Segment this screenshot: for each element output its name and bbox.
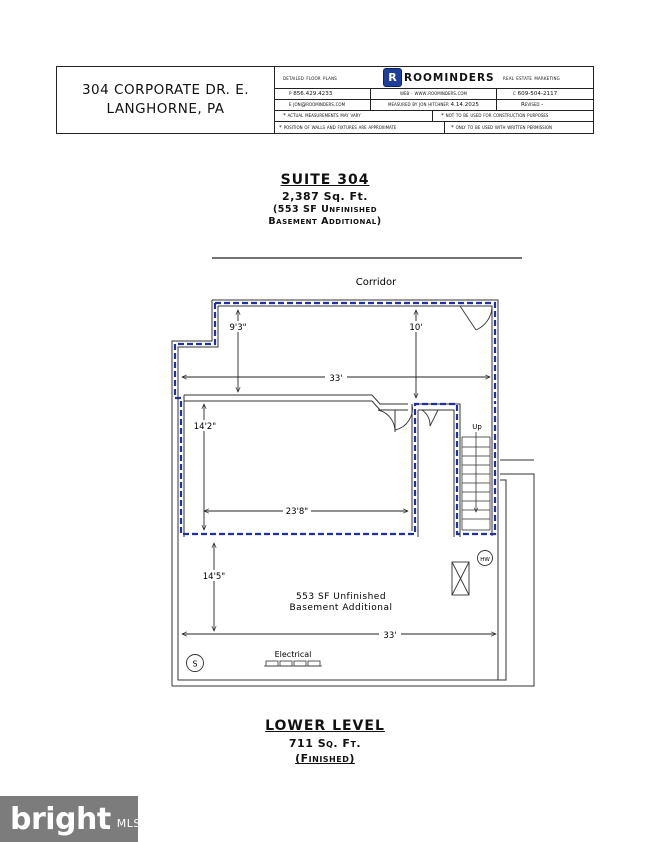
corridor-label: Corridor xyxy=(355,277,397,288)
sump-pump-label: S xyxy=(192,659,198,669)
note-actual-measurements: * actual measurements may vary xyxy=(275,111,433,121)
dimension-label-23-8 xyxy=(283,506,311,517)
dimension-label-9-3 xyxy=(226,321,250,333)
svg-text:33': 33' xyxy=(329,374,343,384)
water-heater-label: HW xyxy=(480,557,490,563)
finished-area-walls xyxy=(172,300,498,686)
detailed-floor-plans-label: detailed floor plans xyxy=(283,73,338,82)
watermark-mls: MLS xyxy=(116,816,141,830)
revised: Revised - xyxy=(521,102,544,108)
unfinished-area-label-2: Basement Additional xyxy=(289,603,393,613)
stair-up-label: Up xyxy=(472,423,482,431)
svg-text:23'8": 23'8" xyxy=(285,507,309,517)
suite-unfinished-line-1: (553 SF Unfinished xyxy=(272,204,378,215)
real-estate-marketing-label: real estate marketing xyxy=(503,73,560,82)
cell-number: c 609-504-2117 xyxy=(513,91,558,97)
dimension-lines xyxy=(182,310,496,634)
suite-title: SUITE 304 xyxy=(280,172,370,188)
sump-pump xyxy=(187,655,204,672)
finished-area-boundary xyxy=(175,303,495,534)
utility-box xyxy=(452,562,469,595)
electrical-label: Electrical xyxy=(274,650,312,659)
brand-name: ROOMINDERS xyxy=(404,71,495,84)
note-written-permission: * only to be used with written permission xyxy=(451,124,553,131)
email: e jon@roominders.com xyxy=(275,100,371,110)
dimension-label-33-bottom xyxy=(379,629,401,641)
water-heater xyxy=(478,551,493,566)
svg-text:14'5": 14'5" xyxy=(202,572,226,582)
note-walls-approximate: * position of walls and fixtures are approximate xyxy=(275,122,445,133)
dimension-label-33-top xyxy=(325,372,347,384)
dimension-label-14-2 xyxy=(192,420,218,432)
dimension-label-14-5 xyxy=(200,570,228,582)
svg-text:33': 33' xyxy=(383,631,397,641)
lower-level-finished: (Finished) xyxy=(295,752,355,765)
svg-text:10': 10' xyxy=(409,323,423,333)
electrical-panels xyxy=(264,661,322,666)
lower-level-title: LOWER LEVEL xyxy=(265,718,385,734)
note-not-for-construction: * not to be used for construction purposes xyxy=(441,113,549,119)
suite-unfinished-line-2: Basement Additional) xyxy=(268,216,382,227)
address-line-2: LANGHORNE, PA xyxy=(106,101,225,117)
suite-square-footage: 2,387 Sq. Ft. xyxy=(282,190,368,203)
unfinished-area-label-1: 553 SF Unfinished xyxy=(295,592,387,602)
dimension-label-10 xyxy=(406,321,426,333)
svg-text:9'3": 9'3" xyxy=(229,323,247,333)
logo-icon: R xyxy=(383,68,402,87)
bright-mls-watermark xyxy=(0,796,141,842)
door-swings xyxy=(378,306,492,432)
lower-level-square-footage: 711 Sq. Ft. xyxy=(288,737,362,750)
watermark-brand: bright xyxy=(10,801,111,837)
measured-by: measured by jon hitchner 4.14.2025 xyxy=(371,100,497,110)
staircase xyxy=(462,432,490,530)
website: web · www.roominders.com xyxy=(371,89,497,99)
svg-text:14'2": 14'2" xyxy=(193,422,217,432)
address-line-1: 304 CORPORATE DR. E. xyxy=(81,82,250,98)
phone-number: p 856.429.4233 xyxy=(275,89,371,99)
